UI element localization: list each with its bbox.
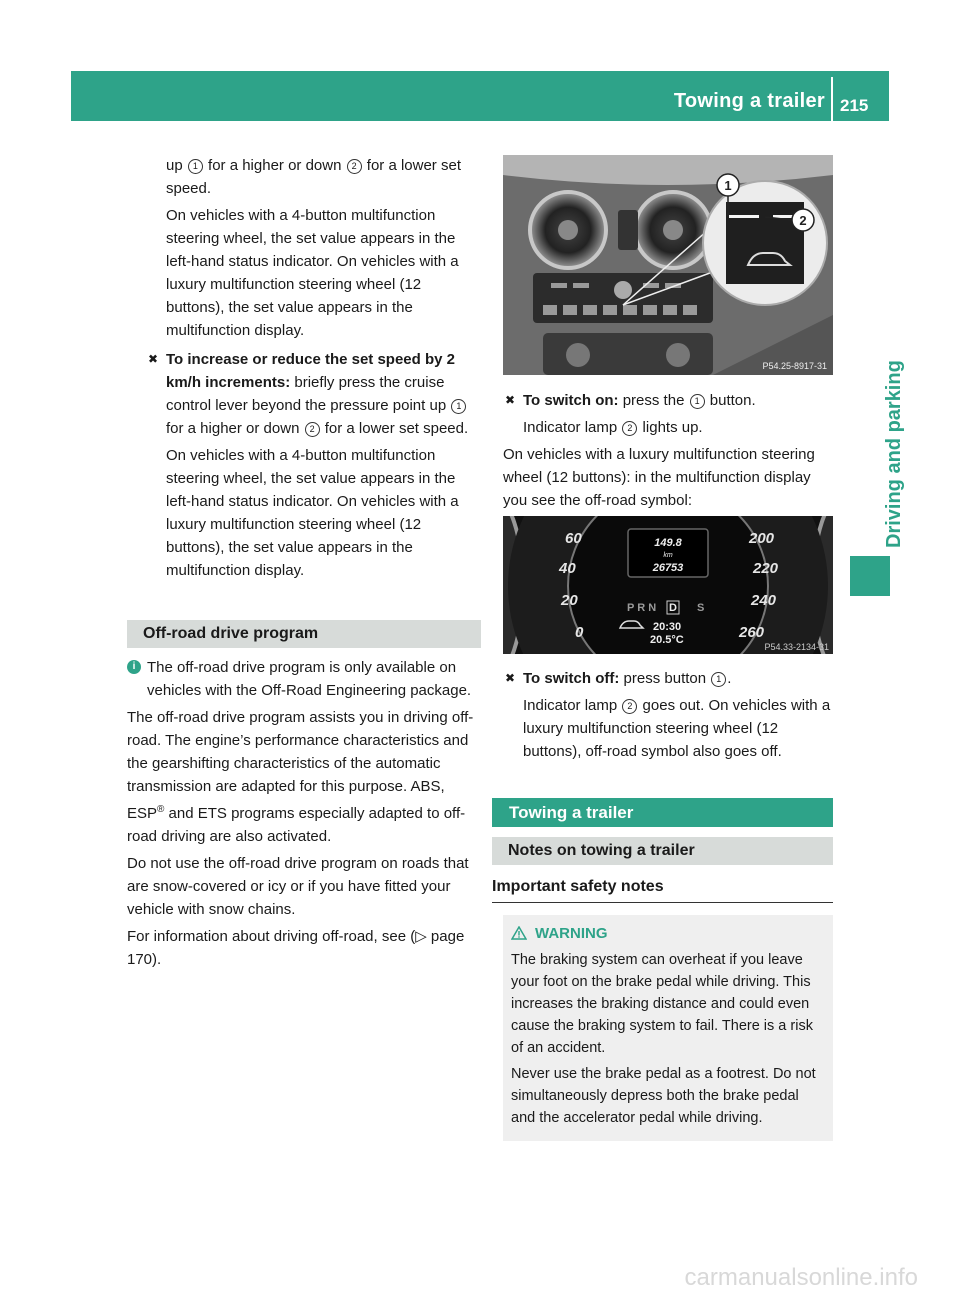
text-run: For information about driving off-road, see ( — [127, 928, 416, 945]
text-run: for a higher or down — [203, 157, 346, 174]
continued-paragraph — [146, 154, 481, 342]
page-ref-arrow-icon: ▷ — [415, 928, 427, 945]
trip-unit: km — [663, 552, 673, 559]
text-run: lights up. — [638, 419, 703, 436]
text-run: Indicator lamp — [523, 419, 622, 436]
speed-tick: 260 — [739, 624, 765, 641]
speed-tick: 40 — [559, 560, 576, 577]
step-text — [523, 667, 838, 690]
text-run: . — [727, 670, 732, 687]
dashboard-photo — [503, 155, 833, 375]
odometer-value: 26753 — [652, 562, 684, 574]
callout-1-icon: 1 — [451, 399, 466, 414]
header-separator — [831, 77, 833, 121]
offroad-paragraph-1 — [127, 706, 481, 848]
section-heading-notes: Notes on towing a trailer — [492, 837, 833, 865]
callout-2-icon: 2 — [305, 422, 320, 437]
dashboard-illustration — [503, 155, 833, 375]
step-result — [523, 416, 833, 439]
speed-tick: 20 — [561, 592, 578, 609]
photo-callout-2: 2 — [799, 213, 807, 228]
page-reference[interactable]: page 170). — [127, 928, 465, 968]
text-run: The off-road drive program assists you in driving off-road. The engine’s performance characteristics and the gearshifting characteristics of the automatic transmission are adapted for this purpose. ABS, ESP — [127, 709, 474, 822]
subheading-safety: Important safety notes — [492, 875, 833, 903]
warning-header — [511, 923, 826, 945]
left-column — [146, 154, 481, 586]
step-increase-speed — [146, 348, 481, 582]
luxury-paragraph: On vehicles with a luxury multifunction steering wheel (12 buttons): in the multifunction display you see the off-road symbol: — [503, 446, 815, 509]
text-run: Indicator lamp — [523, 697, 622, 714]
cluster-illustration — [503, 516, 833, 654]
callout-2-icon: 2 — [622, 699, 637, 714]
callout-1-icon: 1 — [690, 394, 705, 409]
info-text: The off-road drive program is only available on vehicles with the Off-Road Engineering package. — [147, 659, 472, 699]
info-note — [127, 656, 481, 702]
speed-tick: 220 — [753, 560, 779, 577]
speed-tick: 60 — [565, 530, 582, 547]
speed-sentence — [166, 154, 481, 200]
step-label: To increase or reduce the set speed by 2 km/h increments: — [166, 351, 455, 391]
photo-callout-1: 1 — [724, 178, 732, 193]
step-text — [523, 389, 833, 412]
text-run: up — [166, 157, 187, 174]
warning-title: WARNING — [535, 925, 608, 942]
offroad-section — [127, 620, 481, 975]
text-run: for a higher or down — [166, 420, 304, 437]
right-column-mid — [503, 667, 838, 767]
speed-tick: 200 — [749, 530, 775, 547]
photo-code: P54.33-2134-31 — [764, 642, 829, 652]
gear-sport: S — [697, 602, 705, 614]
warning-text-2: Never use the brake pedal as a footrest. Do not simultaneously depress both the brake pedal and the accelerator pedal while driving. — [511, 1066, 816, 1126]
text-run: briefly press the cruise control lever beyond the pressure point up — [166, 374, 451, 414]
text-run: and ETS programs especially adapted to off-road driving are also activated. — [127, 805, 466, 845]
text-run: for a lower set speed. — [166, 157, 461, 197]
callout-1-icon: 1 — [711, 672, 726, 687]
watermark: carmanualsonline.info — [684, 1264, 918, 1291]
step-switch-off — [503, 667, 838, 763]
step-arrow-icon: ✖ — [505, 393, 516, 407]
step-arrow-icon: ✖ — [505, 671, 516, 685]
offroad-paragraph-3 — [127, 925, 481, 971]
offroad-paragraph-2: Do not use the off-road drive program on roads that are snow-covered or icy or if you have fitted your vehicle with snow chains. — [127, 855, 469, 918]
photo-code: P54.25-8917-31 — [762, 361, 827, 371]
step-label: To switch off: — [523, 670, 620, 687]
side-tab-marker — [850, 556, 890, 596]
right-column-top — [503, 389, 833, 516]
gear-indicator: P R N — [627, 602, 657, 614]
text-run: button. — [705, 392, 756, 409]
step-label: To switch on: — [523, 392, 619, 409]
gear-active: D — [669, 602, 677, 614]
step-result — [523, 694, 838, 763]
warning-box — [503, 915, 833, 1141]
section-heading-towing: Towing a trailer — [492, 798, 833, 827]
status-indicator-note: On vehicles with a 4-button multifunction steering wheel, the set value appears in the left-hand status indicator. On vehicles with a luxury multifunction steering wheel (12 buttons), the set value appears in the multifunction display. — [166, 447, 459, 579]
page-number: 215 — [840, 96, 869, 115]
callout-2-icon: 2 — [622, 421, 637, 436]
trip-value: 149.8 — [654, 537, 682, 549]
step-text — [166, 348, 481, 440]
step-switch-on — [503, 389, 833, 439]
temperature-value: 20.5°C — [650, 634, 684, 646]
text-run: press the — [618, 392, 689, 409]
callout-2-icon: 2 — [347, 159, 362, 174]
registered-mark: ® — [157, 804, 165, 815]
speed-tick: 240 — [751, 592, 777, 609]
status-indicator-note: On vehicles with a 4-button multifunction steering wheel, the set value appears in the left-hand status indicator. On vehicles with a luxury multifunction steering wheel (12 buttons), the set value appears in the multifunction display. — [166, 207, 459, 339]
speed-tick: 0 — [575, 624, 584, 641]
cluster-photo — [503, 516, 833, 654]
towing-section — [492, 798, 833, 1141]
side-tab-label: Driving and parking — [883, 360, 905, 548]
section-heading-offroad: Off-road drive program — [127, 620, 481, 648]
clock-value: 20:30 — [653, 621, 682, 633]
info-icon: i — [127, 660, 141, 674]
text-run: goes out. On vehicles with a luxury multifunction steering wheel (12 buttons), off-road symbol also goes off. — [523, 697, 831, 760]
step-arrow-icon: ✖ — [148, 352, 159, 366]
page-title: Towing a trailer — [673, 90, 825, 112]
warning-triangle-icon — [511, 926, 527, 940]
callout-1-icon: 1 — [188, 159, 203, 174]
warning-text-1: The braking system can overheat if you leave your foot on the brake pedal while driving. This increases the braking distance and could even cause the braking system to fail. There is a risk of an accident. — [511, 952, 813, 1056]
side-tab — [850, 150, 905, 550]
text-run: press button — [619, 670, 711, 687]
text-run: for a lower set speed. — [320, 420, 469, 437]
